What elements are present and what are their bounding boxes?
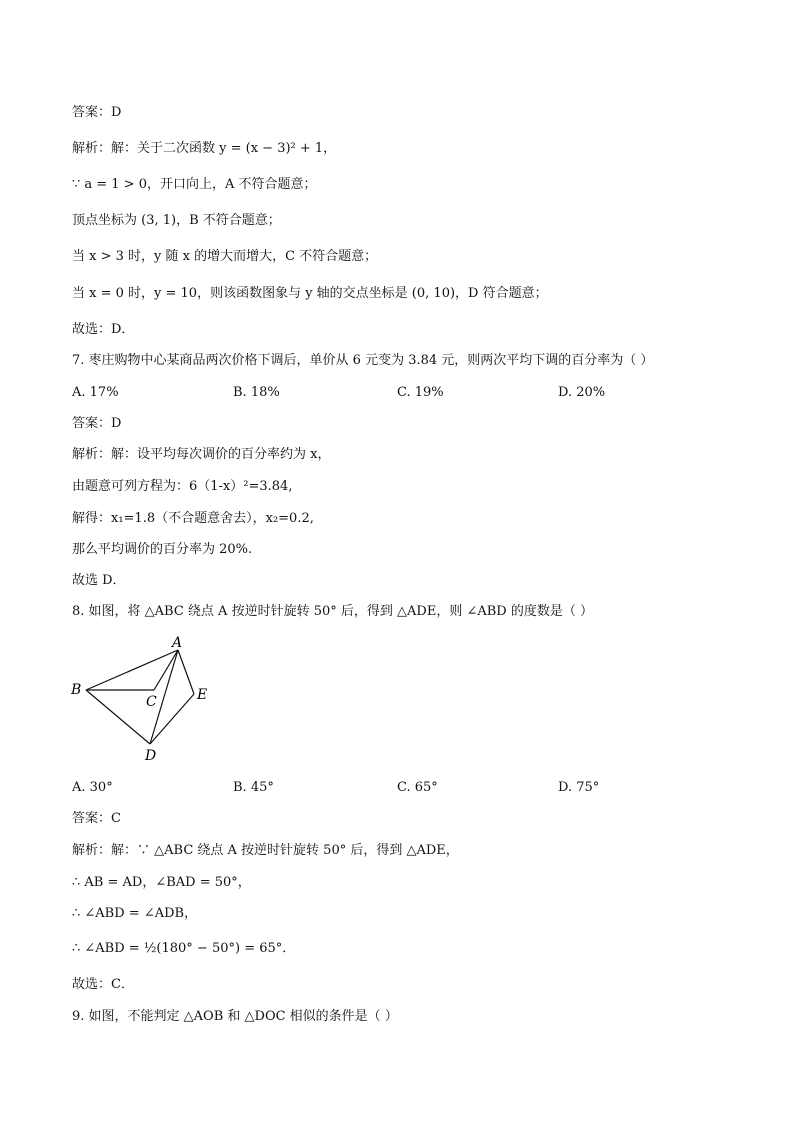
q8-option-a: A. 30° [72,780,113,795]
q7-analysis-line-2: 由题意可列方程为：6（1-x）²=3.84, [72,479,293,494]
segment-ac [154,650,178,690]
q6-analysis-line-2: ∵ a = 1 > 0，开口向上，A 不符合题意； [72,177,317,192]
q8-analysis-line-2: ∴ AB = AD，∠BAD = 50°， [72,875,251,890]
q6-analysis-line-6: 故选：D． [72,322,135,337]
label-c: C [146,694,157,710]
q8-option-c: C. 65° [397,780,438,795]
segment-ab [86,650,178,690]
q7-analysis-line-5: 故选 D． [72,573,126,588]
q6-answer: 答案：D [72,105,122,120]
q8-analysis-line-3: ∴ ∠ABD = ∠ADB， [72,906,198,921]
segment-ae [178,650,194,694]
label-a: A [172,636,183,651]
q8-triangle-diagram [66,636,216,766]
q6-analysis-line-1: 解析：解：关于二次函数 y = (x − 3)² + 1， [72,141,337,156]
q8-analysis-line-1: 解析：解：∵ △ABC 绕点 A 按逆时针旋转 50° 后，得到 △ADE， [72,843,459,858]
label-d: D [145,748,157,764]
q8-option-b: B. 45° [233,780,274,795]
q6-analysis-line-3: 顶点坐标为 (3, 1)，B 不符合题意； [72,213,281,228]
q7-option-a: A. 17% [72,385,119,400]
q8-option-d: D. 75° [558,780,600,795]
q7-option-b: B. 18% [233,385,280,400]
q7-analysis-line-1: 解析：解：设平均每次调价的百分率约为 x， [72,447,331,462]
label-b: B [71,682,82,698]
q8-answer: 答案：C [72,811,121,826]
q8-analysis-line-5: 故选：C． [72,977,134,992]
q7-analysis-line-3: 解得：x₁=1.8（不合题意舍去），x₂=0.2, [72,511,314,526]
q8-analysis-line-4: ∴ ∠ABD = ½(180° − 50°) = 65°． [72,941,296,956]
q7-analysis-line-4: 那么平均调价的百分率为 20%. [72,542,253,557]
q6-analysis-line-4: 当 x > 3 时，y 随 x 的增大而增大，C 不符合题意； [72,249,378,264]
q6-analysis-line-5: 当 x = 0 时，y = 10，则该函数图象与 y 轴的交点坐标是 (0, 10)，D 符合题意； [72,286,548,301]
q7-option-d: D. 20% [558,385,606,400]
label-e: E [197,687,208,703]
q7-option-c: C. 19% [397,385,444,400]
q9-stem: 9. 如图，不能判定 △AOB 和 △DOC 相似的条件是（ ） [72,1009,398,1024]
q8-stem: 8. 如图，将 △ABC 绕点 A 按逆时针旋转 50° 后，得到 △ADE，则 ∠ABD 的度数是（ ） [72,604,593,619]
q7-answer: 答案：D [72,416,122,431]
q7-stem: 7. 枣庄购物中心某商品两次价格下调后，单价从 6 元变为 3.84 元，则两次平均下调的百分率为（ ） [72,353,654,368]
segment-bd [86,690,150,744]
